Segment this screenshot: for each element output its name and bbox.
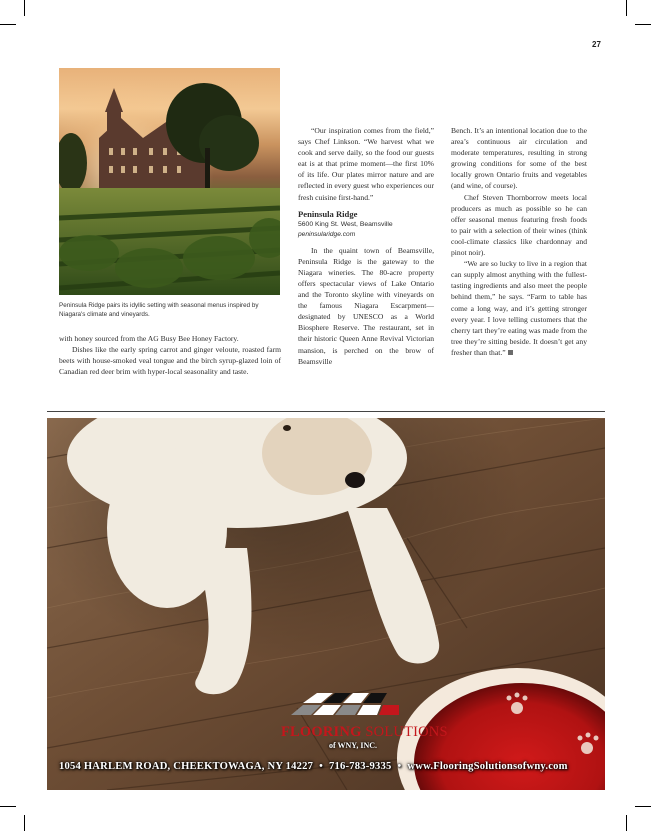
paragraph: In the quaint town of Beamsville, Peninsula Ridge is the gateway to the Niagara wineries. The 80-acre property offers spectacular views of Lake Ontario and the Toronto skyline with vineyards on the famous Niagara Escarpment—designated by UNESCO as a World Biosphere Reserve. The restaurant, set in their historic Queen Anne Revival Victorian mansion, is perched on the brow of Beamsville bbox=[298, 245, 434, 366]
crop-mark bbox=[24, 815, 25, 831]
crop-mark bbox=[0, 24, 16, 25]
end-of-article-icon bbox=[508, 350, 513, 355]
mansion-photo bbox=[59, 68, 280, 295]
article-column-right bbox=[451, 125, 587, 358]
photo-caption: Peninsula Ridge pairs its idyllic setting with seasonal menus inspired by Niagara's climate and vineyards. bbox=[59, 302, 259, 318]
article-column-middle bbox=[298, 125, 434, 367]
paragraph: Bench. It’s an intentional location due to the area’s continuous air circulation and moderate temperatures, resulting in strong growing conditions for some of the best locally grown Ontario fruits and vegetables (and wine, of course). bbox=[451, 126, 587, 191]
ad-phone[interactable]: 716-783-9335 bbox=[329, 761, 392, 772]
logo-subtitle: of WNY, INC. bbox=[329, 741, 378, 750]
crop-mark bbox=[635, 806, 651, 807]
paragraph: Chef Steven Thornborrow meets local producers as much as possible so he can offer seasonal menus featuring fresh foods to pair with a selection of their wines (think cool-climate classics like chardonnay and pinot noir). bbox=[451, 192, 587, 258]
separator-dot: • bbox=[319, 761, 324, 772]
tile-stripes-icon bbox=[281, 693, 421, 723]
ad-website-link[interactable]: www.FlooringSolutionsofwny.com bbox=[407, 761, 568, 772]
logo-wordmark bbox=[281, 724, 481, 741]
paragraph: Dishes like the early spring carrot and ginger veloute, roasted farm beets with house-smoked veal tongue and the birch syrup-glazed loin of Canadian red deer brim with hyper-local seasonality and taste. bbox=[59, 345, 281, 377]
paragraph: “Our inspiration comes from the field,” says Chef Linkson. “We harvest what we cook and serve daily, so the food our guests eat is at that prime moment—the first 10% of its life. Our plates mirror nature and are reflected in every guest who experiences our fresh cuisine first-hand.” bbox=[298, 126, 434, 202]
crop-mark bbox=[626, 0, 627, 16]
crop-mark bbox=[0, 806, 16, 807]
separator-dot: • bbox=[397, 761, 402, 772]
crop-mark bbox=[24, 0, 25, 16]
page-number: 27 bbox=[592, 40, 601, 49]
crop-mark bbox=[635, 24, 651, 25]
crop-mark bbox=[626, 815, 627, 831]
paragraph: with honey sourced from the AG Busy Bee Honey Factory. bbox=[59, 334, 239, 343]
ad-address: 1054 HARLEM ROAD, CHEEKTOWAGA, NY 14227 bbox=[59, 761, 314, 772]
logo-word-bold: FLOORING bbox=[281, 724, 362, 740]
venue-title: Peninsula Ridge bbox=[298, 208, 358, 219]
venue-website: peninsularidge.com bbox=[298, 230, 356, 238]
flooring-solutions-logo bbox=[281, 693, 448, 763]
logo-word-light: SOLUTIONS bbox=[365, 724, 448, 740]
flooring-advertisement bbox=[47, 418, 605, 790]
section-divider bbox=[47, 411, 605, 412]
venue-address: 5600 King St. West, Beamsville bbox=[298, 220, 393, 228]
article-column-left bbox=[59, 333, 281, 377]
paragraph-last bbox=[451, 258, 587, 358]
paragraph-text: “We are so lucky to live in a region that can supply almost anything with the fullest-tasting ingredients and also meet the people behind them,” he says. “Farm to table has come a long way, and it’s getting stronger every year. I love telling customers that the cherry tart they’re eating was made from the tree they’re sitting beside. It doesn’t get any fresher than that.” bbox=[451, 259, 587, 357]
ad-contact-bar bbox=[59, 761, 599, 772]
